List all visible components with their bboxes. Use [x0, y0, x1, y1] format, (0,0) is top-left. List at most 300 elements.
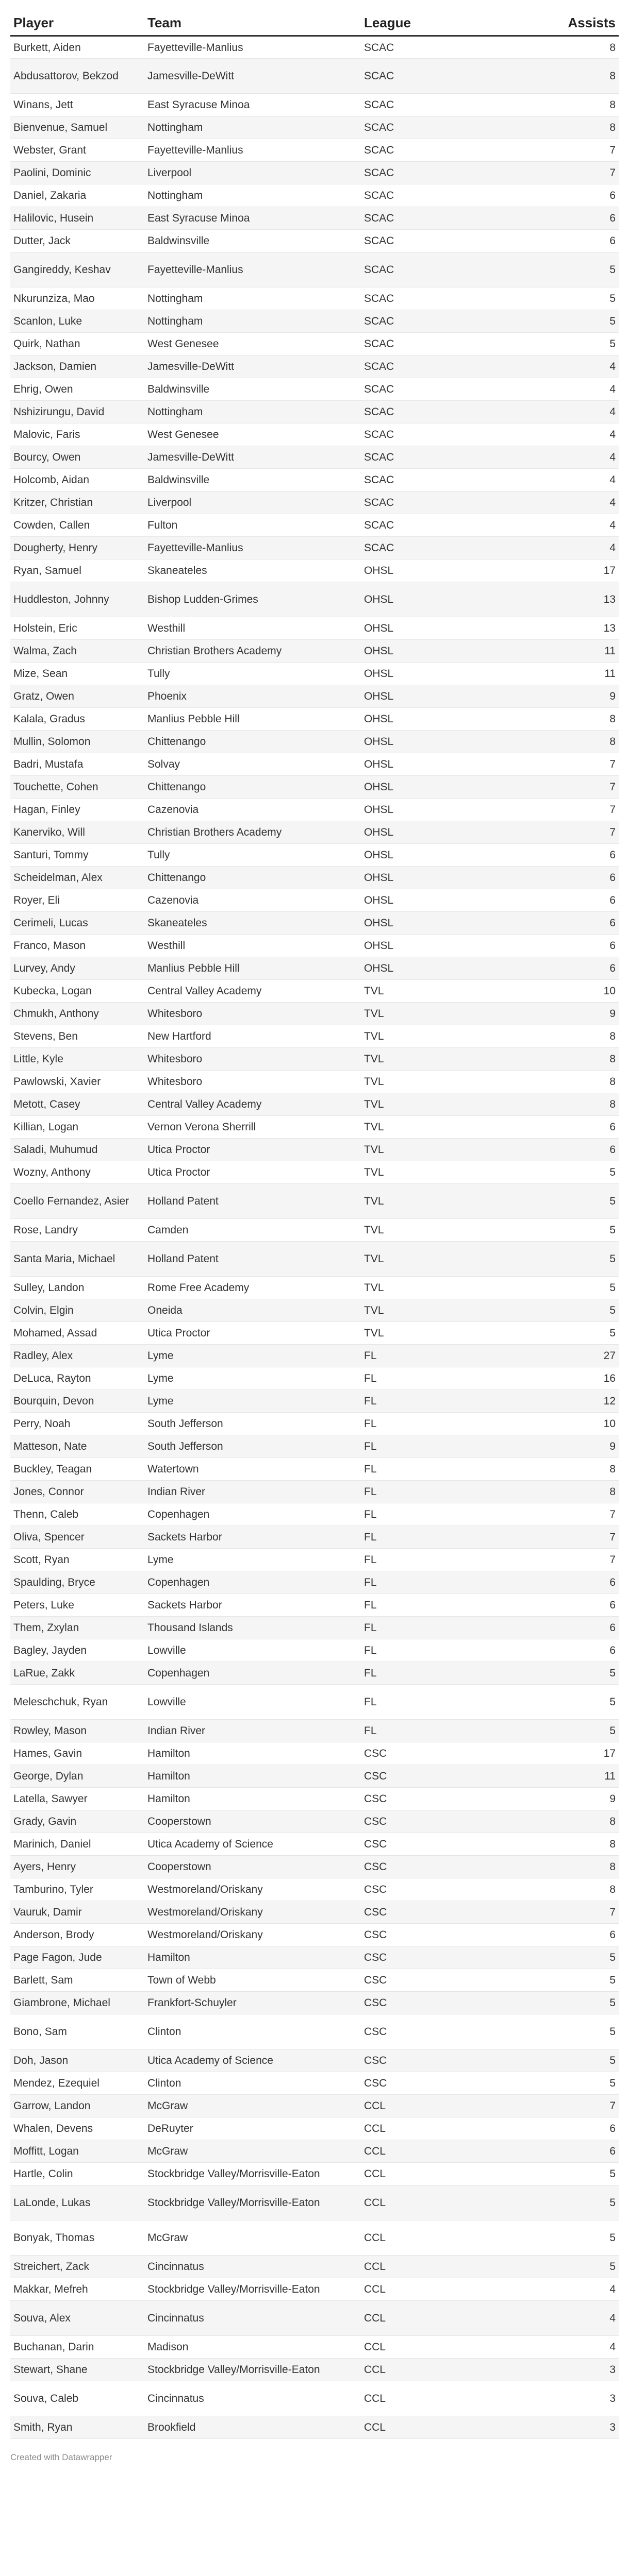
cell-assists: 6: [476, 184, 619, 207]
cell-league: FL: [361, 1617, 476, 1639]
cell-league: FL: [361, 1345, 476, 1367]
table-row: [10, 889, 619, 912]
cell-player: Radley, Alex: [10, 1345, 144, 1367]
table-row: [10, 2049, 619, 2072]
cell-team: Christian Brothers Academy: [144, 640, 361, 663]
cell-assists: 4: [476, 2301, 619, 2336]
cell-team: Hamilton: [144, 1946, 361, 1969]
cell-league: CSC: [361, 1924, 476, 1946]
cell-player: Scanlon, Luke: [10, 310, 144, 333]
cell-player: Bagley, Jayden: [10, 1639, 144, 1662]
cell-player: Them, Zxylan: [10, 1617, 144, 1639]
cell-team: Cooperstown: [144, 1810, 361, 1833]
cell-player: Giambrone, Michael: [10, 1992, 144, 2014]
table-row: [10, 753, 619, 776]
table-row: [10, 2278, 619, 2301]
cell-team: Copenhagen: [144, 1503, 361, 1526]
table-row: [10, 252, 619, 287]
cell-assists: 3: [476, 2416, 619, 2439]
cell-player: Gangireddy, Keshav: [10, 252, 144, 287]
cell-player: Buchanan, Darin: [10, 2336, 144, 2359]
table-row: [10, 617, 619, 640]
cell-team: Central Valley Academy: [144, 1093, 361, 1116]
cell-team: Jamesville-DeWitt: [144, 446, 361, 469]
cell-team: Holland Patent: [144, 1242, 361, 1277]
cell-league: TVL: [361, 1242, 476, 1277]
cell-assists: 7: [476, 799, 619, 821]
cell-league: SCAC: [361, 537, 476, 560]
cell-league: FL: [361, 1526, 476, 1549]
cell-team: Liverpool: [144, 162, 361, 184]
cell-league: OHSL: [361, 844, 476, 867]
table-row: [10, 1617, 619, 1639]
cell-player: Mullin, Solomon: [10, 731, 144, 753]
cell-assists: 17: [476, 560, 619, 582]
cell-assists: 6: [476, 935, 619, 957]
cell-assists: 8: [476, 116, 619, 139]
cell-player: Whalen, Devens: [10, 2117, 144, 2140]
cell-league: SCAC: [361, 355, 476, 378]
cell-assists: 6: [476, 912, 619, 935]
cell-player: Ehrig, Owen: [10, 378, 144, 401]
cell-league: SCAC: [361, 94, 476, 116]
table-row: [10, 59, 619, 94]
cell-player: Stewart, Shane: [10, 2359, 144, 2381]
cell-league: TVL: [361, 1003, 476, 1025]
cell-player: Streichert, Zack: [10, 2256, 144, 2278]
cell-player: Malovic, Faris: [10, 423, 144, 446]
table-row: [10, 1345, 619, 1367]
cell-player: Garrow, Landon: [10, 2095, 144, 2117]
cell-team: Cincinnatus: [144, 2381, 361, 2416]
table-row: [10, 582, 619, 617]
cell-league: TVL: [361, 1071, 476, 1093]
table-row: [10, 731, 619, 753]
cell-team: Camden: [144, 1219, 361, 1242]
cell-player: Hames, Gavin: [10, 1742, 144, 1765]
cell-league: SCAC: [361, 230, 476, 252]
cell-league: FL: [361, 1481, 476, 1503]
cell-assists: 8: [476, 1481, 619, 1503]
cell-player: Halilovic, Husein: [10, 207, 144, 230]
cell-team: Stockbridge Valley/Morrisville-Eaton: [144, 2163, 361, 2185]
cell-league: SCAC: [361, 378, 476, 401]
cell-league: OHSL: [361, 640, 476, 663]
cell-league: OHSL: [361, 912, 476, 935]
cell-assists: 8: [476, 59, 619, 94]
table-row: [10, 378, 619, 401]
cell-assists: 4: [476, 423, 619, 446]
column-header-player[interactable]: Player: [10, 3, 144, 36]
cell-assists: 9: [476, 685, 619, 708]
cell-player: Mize, Sean: [10, 663, 144, 685]
cell-player: Souva, Caleb: [10, 2381, 144, 2416]
cell-assists: 4: [476, 401, 619, 423]
cell-assists: 5: [476, 2221, 619, 2256]
cell-assists: 7: [476, 1503, 619, 1526]
table-row: [10, 1322, 619, 1345]
table-row: [10, 1810, 619, 1833]
cell-assists: 13: [476, 617, 619, 640]
cell-league: SCAC: [361, 207, 476, 230]
table-row: [10, 162, 619, 184]
cell-player: Vauruk, Damir: [10, 1901, 144, 1924]
table-row: [10, 1299, 619, 1322]
cell-assists: 7: [476, 2095, 619, 2117]
cell-assists: 8: [476, 1810, 619, 1833]
cell-player: Latella, Sawyer: [10, 1788, 144, 1810]
cell-player: Daniel, Zakaria: [10, 184, 144, 207]
cell-player: DeLuca, Rayton: [10, 1367, 144, 1390]
cell-player: Killian, Logan: [10, 1116, 144, 1139]
cell-assists: 5: [476, 333, 619, 355]
table-row: [10, 1161, 619, 1184]
cell-league: SCAC: [361, 184, 476, 207]
cell-league: TVL: [361, 1277, 476, 1299]
cell-league: CSC: [361, 1901, 476, 1924]
cell-team: Whitesboro: [144, 1003, 361, 1025]
cell-player: Barlett, Sam: [10, 1969, 144, 1992]
table-row: [10, 2014, 619, 2049]
cell-player: Stevens, Ben: [10, 1025, 144, 1048]
cell-player: Quirk, Nathan: [10, 333, 144, 355]
cell-team: Utica Proctor: [144, 1322, 361, 1345]
cell-assists: 5: [476, 1720, 619, 1742]
cell-team: DeRuyter: [144, 2117, 361, 2140]
cell-assists: 10: [476, 1413, 619, 1435]
cell-assists: 6: [476, 1571, 619, 1594]
cell-team: Utica Academy of Science: [144, 1833, 361, 1856]
cell-league: TVL: [361, 1184, 476, 1219]
cell-assists: 8: [476, 36, 619, 59]
cell-player: Sulley, Landon: [10, 1277, 144, 1299]
table-row: [10, 1549, 619, 1571]
table-body: [10, 36, 619, 2439]
column-header-team[interactable]: Team: [144, 3, 361, 36]
cell-league: CSC: [361, 1992, 476, 2014]
cell-team: Baldwinsville: [144, 230, 361, 252]
cell-player: Little, Kyle: [10, 1048, 144, 1071]
cell-league: CSC: [361, 1878, 476, 1901]
cell-league: OHSL: [361, 685, 476, 708]
table-row: [10, 2140, 619, 2163]
cell-player: LaRue, Zakk: [10, 1662, 144, 1685]
cell-team: Solvay: [144, 753, 361, 776]
cell-team: Vernon Verona Sherrill: [144, 1116, 361, 1139]
cell-league: CSC: [361, 1765, 476, 1788]
cell-assists: 6: [476, 867, 619, 889]
cell-player: Gratz, Owen: [10, 685, 144, 708]
table-row: [10, 2185, 619, 2221]
table-row: [10, 1742, 619, 1765]
cell-player: Souva, Alex: [10, 2301, 144, 2336]
cell-assists: 8: [476, 1878, 619, 1901]
table-row: [10, 1765, 619, 1788]
table-row: [10, 2336, 619, 2359]
cell-assists: 4: [476, 537, 619, 560]
cell-assists: 7: [476, 753, 619, 776]
cell-league: CSC: [361, 1856, 476, 1878]
cell-league: FL: [361, 1639, 476, 1662]
cell-league: OHSL: [361, 935, 476, 957]
cell-league: SCAC: [361, 469, 476, 492]
cell-assists: 11: [476, 640, 619, 663]
cell-team: Cooperstown: [144, 1856, 361, 1878]
cell-player: Marinich, Daniel: [10, 1833, 144, 1856]
cell-team: Brookfield: [144, 2416, 361, 2439]
cell-assists: 5: [476, 1299, 619, 1322]
cell-assists: 16: [476, 1367, 619, 1390]
table-row: [10, 1390, 619, 1413]
cell-league: CCL: [361, 2416, 476, 2439]
cell-team: Indian River: [144, 1720, 361, 1742]
cell-league: FL: [361, 1503, 476, 1526]
table-row: [10, 1481, 619, 1503]
cell-assists: 5: [476, 1992, 619, 2014]
cell-team: Bishop Ludden-Grimes: [144, 582, 361, 617]
table-row: [10, 799, 619, 821]
cell-player: Wozny, Anthony: [10, 1161, 144, 1184]
table-row: [10, 1788, 619, 1810]
cell-league: TVL: [361, 1116, 476, 1139]
cell-league: CSC: [361, 1810, 476, 1833]
table-row: [10, 1856, 619, 1878]
cell-assists: 6: [476, 844, 619, 867]
table-row: [10, 1526, 619, 1549]
cell-player: Rose, Landry: [10, 1219, 144, 1242]
cell-league: SCAC: [361, 310, 476, 333]
cell-assists: 4: [476, 2336, 619, 2359]
cell-player: Touchette, Cohen: [10, 776, 144, 799]
table-row: [10, 1594, 619, 1617]
cell-assists: 7: [476, 1526, 619, 1549]
cell-team: Stockbridge Valley/Morrisville-Eaton: [144, 2278, 361, 2301]
cell-assists: 4: [476, 469, 619, 492]
cell-team: Fulton: [144, 514, 361, 537]
table-row: [10, 492, 619, 514]
cell-assists: 11: [476, 1765, 619, 1788]
cell-assists: 5: [476, 1219, 619, 1242]
cell-assists: 6: [476, 230, 619, 252]
cell-player: Burkett, Aiden: [10, 36, 144, 59]
cell-player: Santa Maria, Michael: [10, 1242, 144, 1277]
table-row: [10, 2072, 619, 2095]
cell-player: Page Fagon, Jude: [10, 1946, 144, 1969]
cell-team: Thousand Islands: [144, 1617, 361, 1639]
cell-assists: 5: [476, 2072, 619, 2095]
cell-assists: 13: [476, 582, 619, 617]
cell-league: CCL: [361, 2221, 476, 2256]
table-row: [10, 776, 619, 799]
cell-league: TVL: [361, 1322, 476, 1345]
table-row: [10, 514, 619, 537]
cell-league: OHSL: [361, 617, 476, 640]
cell-team: Nottingham: [144, 116, 361, 139]
cell-player: Bienvenue, Samuel: [10, 116, 144, 139]
cell-assists: 8: [476, 1856, 619, 1878]
cell-assists: 5: [476, 1161, 619, 1184]
cell-player: George, Dylan: [10, 1765, 144, 1788]
column-header-assists[interactable]: Assists: [476, 3, 619, 36]
cell-player: Meleschchuk, Ryan: [10, 1685, 144, 1720]
table-row: [10, 1924, 619, 1946]
table-row: [10, 980, 619, 1003]
table-row: [10, 1571, 619, 1594]
cell-team: Phoenix: [144, 685, 361, 708]
cell-league: SCAC: [361, 139, 476, 162]
cell-assists: 7: [476, 1901, 619, 1924]
cell-player: Tamburino, Tyler: [10, 1878, 144, 1901]
table-row: [10, 1003, 619, 1025]
table-row: [10, 1367, 619, 1390]
cell-team: West Genesee: [144, 333, 361, 355]
table-row: [10, 2256, 619, 2278]
cell-league: CCL: [361, 2256, 476, 2278]
table-row: [10, 1184, 619, 1219]
table-row: [10, 1139, 619, 1161]
cell-assists: 8: [476, 708, 619, 731]
cell-team: Utica Proctor: [144, 1161, 361, 1184]
cell-league: CCL: [361, 2117, 476, 2140]
cell-team: Fayetteville-Manlius: [144, 139, 361, 162]
cell-assists: 5: [476, 1184, 619, 1219]
cell-team: New Hartford: [144, 1025, 361, 1048]
cell-team: Skaneateles: [144, 912, 361, 935]
cell-player: Makkar, Mefreh: [10, 2278, 144, 2301]
table-row: [10, 957, 619, 980]
cell-assists: 4: [476, 492, 619, 514]
cell-assists: 6: [476, 2140, 619, 2163]
cell-assists: 8: [476, 1048, 619, 1071]
cell-player: Chmukh, Anthony: [10, 1003, 144, 1025]
cell-player: Buckley, Teagan: [10, 1458, 144, 1481]
cell-league: CCL: [361, 2185, 476, 2221]
cell-assists: 8: [476, 1071, 619, 1093]
cell-team: Cazenovia: [144, 799, 361, 821]
cell-player: LaLonde, Lukas: [10, 2185, 144, 2221]
table-row: [10, 1720, 619, 1742]
cell-player: Colvin, Elgin: [10, 1299, 144, 1322]
cell-team: Copenhagen: [144, 1662, 361, 1685]
cell-team: Fayetteville-Manlius: [144, 537, 361, 560]
cell-team: Hamilton: [144, 1788, 361, 1810]
cell-league: SCAC: [361, 401, 476, 423]
cell-player: Dutter, Jack: [10, 230, 144, 252]
cell-team: Baldwinsville: [144, 469, 361, 492]
table-row: [10, 1639, 619, 1662]
cell-assists: 5: [476, 2185, 619, 2221]
header-row: [10, 3, 619, 36]
table-header: [10, 3, 619, 36]
table-row: [10, 685, 619, 708]
cell-player: Peters, Luke: [10, 1594, 144, 1617]
cell-league: OHSL: [361, 731, 476, 753]
cell-player: Ryan, Samuel: [10, 560, 144, 582]
cell-player: Moffitt, Logan: [10, 2140, 144, 2163]
cell-league: TVL: [361, 980, 476, 1003]
table-row: [10, 1116, 619, 1139]
cell-team: East Syracuse Minoa: [144, 94, 361, 116]
table-row: [10, 2381, 619, 2416]
table-row: [10, 2163, 619, 2185]
cell-team: Oneida: [144, 1299, 361, 1322]
cell-player: Scott, Ryan: [10, 1549, 144, 1571]
cell-team: Lyme: [144, 1345, 361, 1367]
cell-team: Lyme: [144, 1367, 361, 1390]
cell-player: Thenn, Caleb: [10, 1503, 144, 1526]
cell-player: Holcomb, Aidan: [10, 469, 144, 492]
cell-league: SCAC: [361, 514, 476, 537]
table-row: [10, 1219, 619, 1242]
cell-player: Franco, Mason: [10, 935, 144, 957]
cell-player: Bonyak, Thomas: [10, 2221, 144, 2256]
column-header-league[interactable]: League: [361, 3, 476, 36]
cell-team: McGraw: [144, 2095, 361, 2117]
cell-team: Christian Brothers Academy: [144, 821, 361, 844]
table-row: [10, 1969, 619, 1992]
cell-league: CCL: [361, 2359, 476, 2381]
table-row: [10, 1025, 619, 1048]
cell-league: FL: [361, 1367, 476, 1390]
cell-assists: 4: [476, 378, 619, 401]
cell-league: OHSL: [361, 560, 476, 582]
cell-team: Chittenango: [144, 867, 361, 889]
cell-team: Chittenango: [144, 776, 361, 799]
cell-team: Stockbridge Valley/Morrisville-Eaton: [144, 2185, 361, 2221]
cell-league: TVL: [361, 1161, 476, 1184]
cell-assists: 6: [476, 2117, 619, 2140]
cell-team: Fayetteville-Manlius: [144, 252, 361, 287]
cell-assists: 8: [476, 1093, 619, 1116]
cell-team: Sackets Harbor: [144, 1594, 361, 1617]
cell-team: Baldwinsville: [144, 378, 361, 401]
table-row: [10, 116, 619, 139]
table-row: [10, 2359, 619, 2381]
cell-assists: 6: [476, 1639, 619, 1662]
cell-assists: 11: [476, 663, 619, 685]
cell-assists: 4: [476, 446, 619, 469]
cell-league: CSC: [361, 2014, 476, 2049]
cell-player: Kalala, Gradus: [10, 708, 144, 731]
cell-league: SCAC: [361, 116, 476, 139]
cell-league: FL: [361, 1390, 476, 1413]
table-row: [10, 708, 619, 731]
table-row: [10, 401, 619, 423]
cell-team: Cincinnatus: [144, 2301, 361, 2336]
table-row: [10, 1277, 619, 1299]
cell-team: South Jefferson: [144, 1413, 361, 1435]
cell-team: Hamilton: [144, 1765, 361, 1788]
cell-team: Westhill: [144, 617, 361, 640]
cell-team: Nottingham: [144, 401, 361, 423]
cell-league: OHSL: [361, 776, 476, 799]
cell-player: Kritzer, Christian: [10, 492, 144, 514]
table-row: [10, 2095, 619, 2117]
table-row: [10, 1662, 619, 1685]
cell-team: Manlius Pebble Hill: [144, 708, 361, 731]
cell-team: Stockbridge Valley/Morrisville-Eaton: [144, 2359, 361, 2381]
table-row: [10, 663, 619, 685]
table-row: [10, 139, 619, 162]
cell-league: OHSL: [361, 582, 476, 617]
cell-team: McGraw: [144, 2140, 361, 2163]
cell-league: OHSL: [361, 867, 476, 889]
cell-player: Hagan, Finley: [10, 799, 144, 821]
cell-league: SCAC: [361, 162, 476, 184]
table-row: [10, 2117, 619, 2140]
cell-league: CSC: [361, 1788, 476, 1810]
cell-team: Copenhagen: [144, 1571, 361, 1594]
